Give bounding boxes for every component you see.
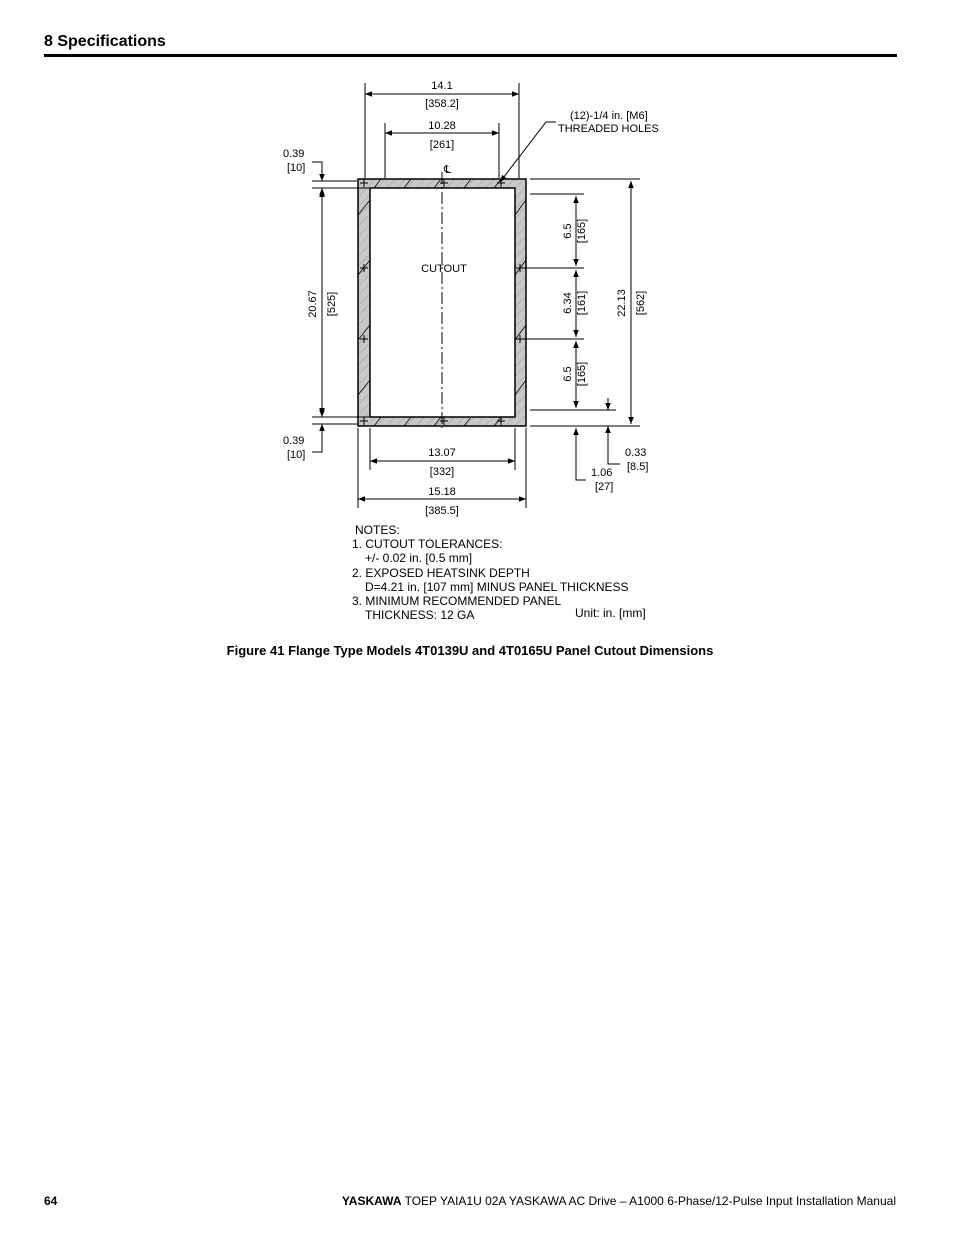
note-3-detail: THICKNESS: 12 GA xyxy=(365,608,475,623)
dim-offset-106-mm: [27] xyxy=(595,481,614,493)
dim-top-inner-mm: [261] xyxy=(429,139,455,151)
dim-top-inner-in: 10.28 xyxy=(428,120,456,132)
dim-right-total-mm: [562] xyxy=(635,290,647,316)
dim-left-bottom-mm: [10] xyxy=(287,449,306,461)
note-1-detail: +/- 0.02 in. [0.5 mm] xyxy=(365,551,473,566)
dim-right-seg2-mm: [161] xyxy=(576,290,588,316)
footer-brand: YASKAWA xyxy=(341,1194,402,1208)
dim-left-top-mm: [10] xyxy=(287,162,306,174)
dim-top-outer-in: 14.1 xyxy=(431,80,453,92)
cutout-label: CUTOUT xyxy=(421,263,467,275)
dim-left-height-mm: [525] xyxy=(326,291,338,317)
figure-caption: Figure 41 Flange Type Models 4T0139U and 4T0165U Panel Cutout Dimensions xyxy=(226,643,714,658)
notes-heading: NOTES: xyxy=(355,523,400,537)
holes-note-line1: (12)-1/4 in. [M6] xyxy=(570,110,648,122)
footer-manual-title xyxy=(342,1194,896,1208)
dim-right-seg3-mm: [165] xyxy=(576,361,588,387)
dim-right-seg1-in: 6.5 xyxy=(562,223,574,239)
dim-right-seg2-in: 6.34 xyxy=(562,292,574,314)
dim-bottom-inner-in: 13.07 xyxy=(428,447,456,459)
dim-bottom-outer-in: 15.18 xyxy=(428,486,456,498)
dim-right-total-in: 22.13 xyxy=(616,289,628,317)
note-2: 2. EXPOSED HEATSINK DEPTH xyxy=(352,565,530,580)
footer-title-text: TOEP YAIA1U 02A YASKAWA AC Drive – A1000 6-Phase/12-Pulse Input Installation Manual xyxy=(401,1194,896,1208)
holes-leader xyxy=(500,122,556,182)
note-3: 3. MINIMUM RECOMMENDED PANEL xyxy=(352,594,562,609)
dim-offset-033-mm: [8.5] xyxy=(627,461,649,473)
holes-note-line2: THREADED HOLES xyxy=(558,123,659,135)
dim-offset-033-in: 0.33 xyxy=(625,447,647,459)
dim-right-seg3-in: 6.5 xyxy=(562,366,574,382)
dim-top-outer-mm: [358.2] xyxy=(425,98,459,110)
dim-right-seg1-mm: [165] xyxy=(576,218,588,244)
note-1: 1. CUTOUT TOLERANCES: xyxy=(352,537,503,552)
dim-left-bottom-in: 0.39 xyxy=(283,435,305,447)
dim-bottom-outer-mm: [385.5] xyxy=(425,505,459,517)
page-number: 64 xyxy=(44,1194,58,1208)
unit-label: Unit: in. [mm] xyxy=(575,606,646,620)
note-2-detail: D=4.21 in. [107 mm] MINUS PANEL THICKNESS xyxy=(365,579,629,594)
dim-left-top-in: 0.39 xyxy=(283,148,305,160)
centerline-symbol: ℄ xyxy=(444,164,452,176)
dim-bottom-inner-mm: [332] xyxy=(429,466,455,478)
section-header: 8 Specifications xyxy=(44,33,166,50)
dim-offset-106-in: 1.06 xyxy=(591,467,613,479)
dim-left-height-in: 20.67 xyxy=(307,290,319,318)
